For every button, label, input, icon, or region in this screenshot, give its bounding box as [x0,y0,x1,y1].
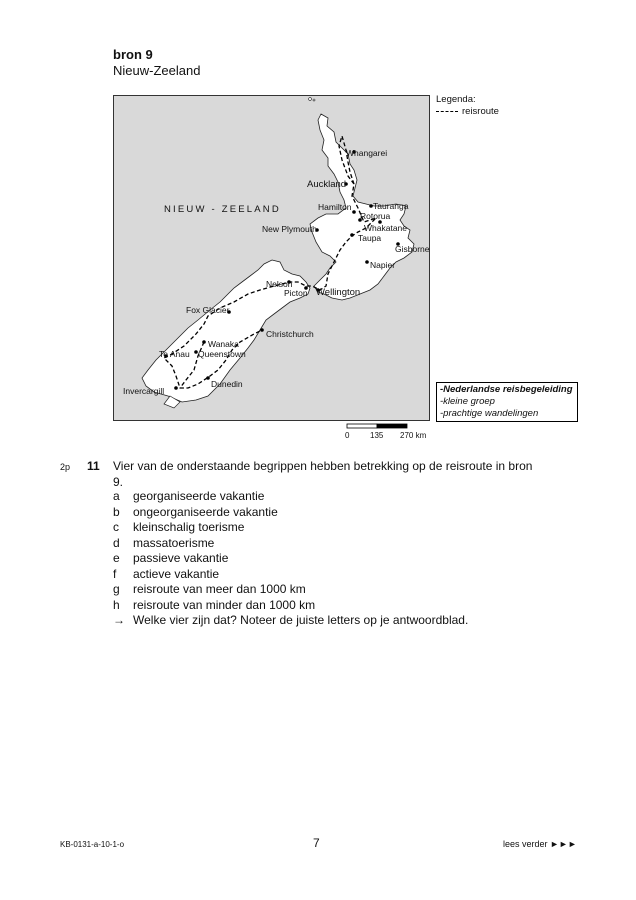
option-e: e passieve vakantie [113,551,229,565]
answer-options [113,489,468,629]
city-label-queenstown: Queenstown [198,349,246,359]
arrow-icon: → [113,613,125,627]
option-a: a georganiseerde vakantie [113,489,265,503]
footer-code: KB-0131-a-10-1-o [60,840,125,849]
new-zealand-map [114,96,429,420]
country-label: NIEUW - ZEELAND [164,204,281,215]
scale-tick-270: 270 km [400,431,427,440]
city-label-dunedin: Dunedin [211,379,243,389]
instruction: → Welke vier zijn dat? Noteer de juiste letters op je antwoordblad. [113,613,469,627]
city-label-wanaka: Wanaka [208,339,239,349]
info-line-guidance: -Nederlandse reisbegeleiding [440,384,573,395]
islet [309,98,312,101]
city-label-wellington: Wellington [316,287,361,298]
question-number: 11 [87,459,100,473]
city-label-hamilton: Hamilton [318,202,352,212]
option-b: b ongeorganiseerde vakantie [113,504,278,519]
city-label-whakatane: Whakatane [364,223,407,233]
tour-info-box [436,382,578,422]
city-label-taupa: Taupa [358,233,382,243]
continue-label: lees verder ►►► [503,839,577,849]
city-label-whangarei: Whangarei [346,148,388,158]
scale-bar-graphic [345,423,435,443]
legend-route [436,106,499,117]
islet [313,99,315,101]
city-label-new-plymouth: New Plymouth [262,224,317,234]
option-g: g reisroute van meer dan 1000 km [113,582,306,596]
legend-route-label: reisroute [462,106,499,117]
city-label-tauranga: Tauranga [373,201,409,211]
option-h: h reisroute van minder dan 1000 km [113,597,316,612]
city-label-fox-glacier: Fox Glacier [186,305,230,315]
legend-title: Legenda: [436,94,476,105]
scale-bar [345,423,435,443]
scale-tick-135: 135 [370,431,384,440]
question-points: 2p [60,462,71,472]
option-d: d massatoerisme [113,535,215,550]
question-text: Vier van de onderstaande begrippen hebben betrekking op de reisroute in bron 9. [113,459,533,489]
city-label-invercargill: Invercargill [123,386,165,396]
city-label-christchurch: Christchurch [266,329,314,339]
city-label-nelson: Nelson [266,279,293,289]
source-subtitle: Nieuw-Zeeland [113,63,201,78]
page-number: 7 [313,836,320,850]
dashed-line-icon [436,111,458,112]
scale-tick-0: 0 [345,431,350,440]
city-label-napier: Napier [370,260,396,270]
city-label-picton: Picton [284,288,308,298]
map-frame [113,95,430,421]
city-label-auckland: Auckland [307,179,347,190]
info-line-group: -kleine groep [440,396,495,407]
city-label-gisborne: Gisborne [395,244,429,254]
source-title: bron 9 [113,47,153,62]
option-f: f actieve vakantie [113,566,220,581]
city-label-te-anau: Te Anau [159,349,190,359]
info-line-walks: -prachtige wandelingen [440,408,539,419]
option-c: c kleinschalig toerisme [113,520,245,534]
city-label-rotorua: Rotorua [360,211,391,221]
